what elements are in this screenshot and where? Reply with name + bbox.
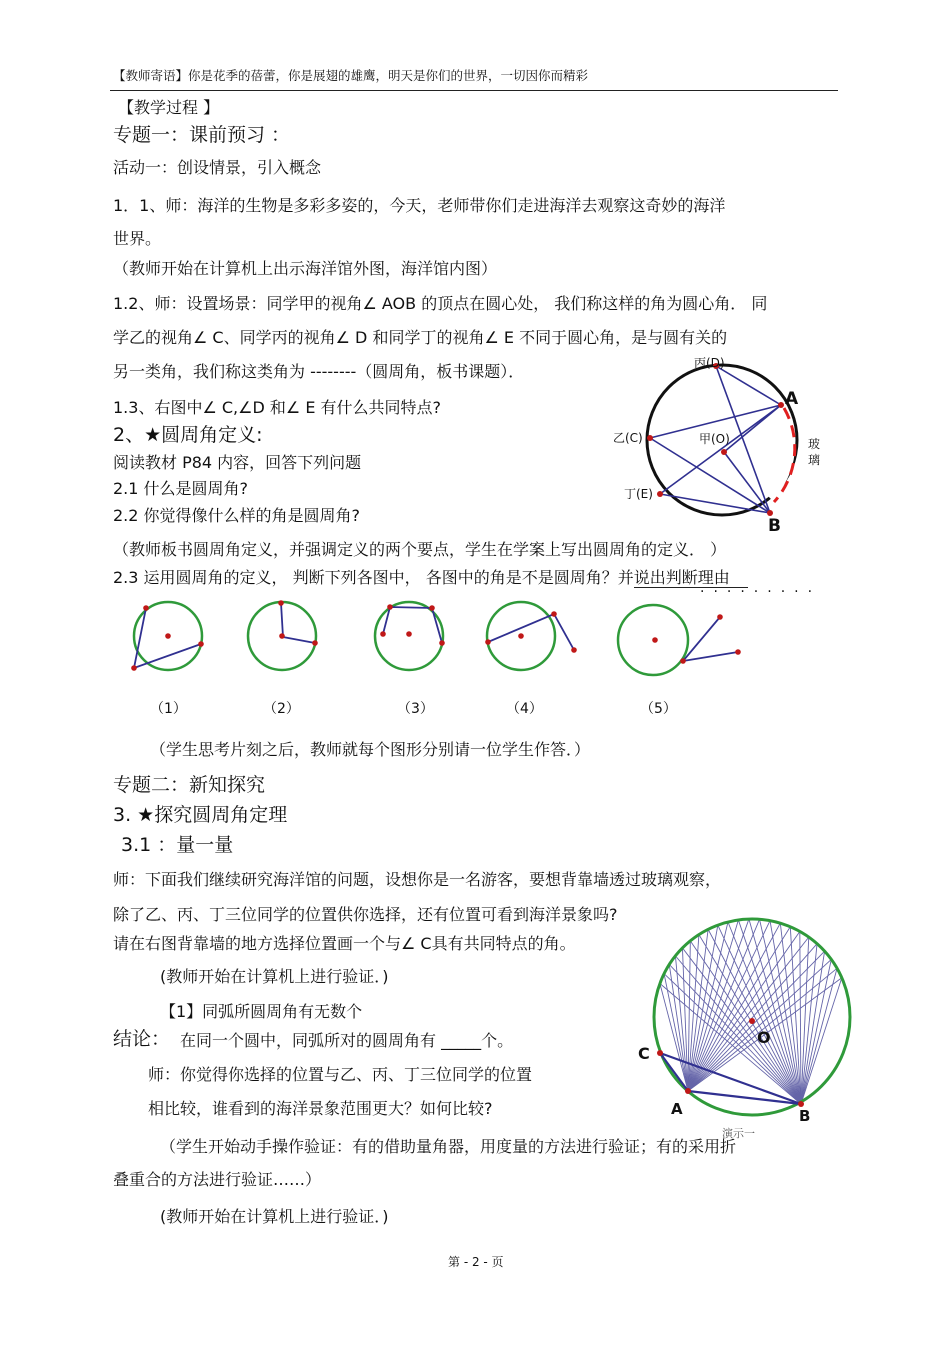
para-1-2b: 学乙的视角∠ C、同学丙的视角∠ D 和同学丁的视角∠ E 不同于圆心角，是与圆有关的 bbox=[113, 328, 728, 347]
fig-label-2: （2） bbox=[263, 701, 300, 717]
fig-label-4: （4） bbox=[506, 701, 543, 717]
fig-label-1: （1） bbox=[150, 701, 187, 717]
para-3a: 师：下面我们继续研究海洋馆的问题，设想你是一名游客，要想背靠墙透过玻璃观察， bbox=[113, 870, 722, 889]
para-3d: (教师开始在计算机上进行验证．) bbox=[160, 967, 389, 986]
question-2-3: 2.3 运用圆周角的定义， 判断下列各图中， 各图中的角是不是圆周角？并说出判断理由 bbox=[113, 568, 748, 587]
para-1-2a: 1.2、师：设置场景：同学甲的视角∠ AOB 的顶点在圆心处， 我们称这样的角为圆心角． 同 bbox=[113, 294, 768, 313]
conclusion-label: 结论： bbox=[113, 1028, 171, 1050]
fig2-chord bbox=[688, 925, 718, 1091]
fig1-label-C: 乙(C) bbox=[613, 431, 643, 445]
fig2-caption: 演示一 bbox=[722, 1127, 755, 1140]
fig1-label-O: 甲(O) bbox=[699, 432, 730, 446]
topic1-heading: 专题一：课前预习 ： bbox=[113, 124, 291, 146]
para-3f: 师：你觉得你选择的位置与乙、丙、丁三位同学的位置 bbox=[148, 1065, 533, 1084]
activity1-heading: 活动一：创设情景，引入概念 bbox=[113, 158, 322, 177]
para-3j: (教师开始在计算机上进行验证．) bbox=[160, 1207, 389, 1226]
fig2-label-C: C bbox=[638, 1044, 650, 1063]
section2-heading: 2、★圆周角定义: bbox=[113, 424, 263, 446]
fig1-label-D: 丙(D) bbox=[694, 356, 725, 370]
page-header-motto: 【教师寄语】你是花季的蓓蕾，你是展翅的雄鹰，明天是你们的世界，一切因你而精彩 bbox=[113, 68, 589, 83]
section3-heading: 3. ★探究圆周角定理 bbox=[113, 804, 288, 826]
fig2-label-A: A bbox=[671, 1100, 683, 1118]
section3-1-heading: 3.1 ：量一量 bbox=[121, 834, 234, 856]
fig2-chord-lines bbox=[660, 919, 842, 1104]
section-title: 【教学过程 】 bbox=[118, 98, 220, 117]
para-3i: 叠重合的方法进行验证……） bbox=[113, 1170, 322, 1189]
fig2-label-B: B bbox=[799, 1107, 811, 1125]
reading-instruction: 阅读教材 P84 内容，回答下列问题 bbox=[113, 453, 362, 472]
fig2-chord bbox=[688, 921, 770, 1091]
fig1-label-B: B bbox=[768, 516, 781, 536]
fig2-chord bbox=[688, 923, 780, 1091]
note-definition: （教师板书圆周角定义，并强调定义的两个要点，学生在学案上写出圆周角的定义． ） bbox=[113, 540, 727, 559]
para-3e: 【1】同弧所圆周角有无数个 bbox=[160, 1002, 363, 1021]
para-1-3: 1.3、右图中∠ C,∠D 和∠ E 有什么共同特点? bbox=[113, 398, 442, 417]
para-1-1c: （教师开始在计算机上出示海洋馆外图，海洋馆内图） bbox=[113, 259, 498, 278]
fig-label-5: （5） bbox=[640, 701, 677, 717]
fig1-label-A: A bbox=[785, 389, 799, 409]
para-1-1b: 世界。 bbox=[113, 229, 162, 248]
para-1-2c: 另一类角，我们称这类角为 --------（圆周角，板书课题）． bbox=[113, 362, 525, 381]
question-2-2: 2.2 你觉得像什么样的角是圆周角? bbox=[113, 506, 361, 525]
fig1-label-E: 丁(E) bbox=[624, 487, 653, 501]
fig2-chord bbox=[708, 929, 801, 1104]
conclusion-text: 在同一个圆中，同弧所对的圆周角有 _____个。 bbox=[180, 1031, 514, 1050]
para-1-1a: 1．1、师：海洋的生物是多彩多姿的，今天，老师带你们走进海洋去观察这奇妙的海洋 bbox=[113, 196, 726, 215]
emphasis-dots: ········· bbox=[700, 584, 822, 600]
para-3h: （学生开始动手操作验证：有的借助量角器，用度量的方法进行验证；有的采用折 bbox=[160, 1137, 737, 1156]
fig-label-3: （3） bbox=[397, 701, 434, 717]
fig2-chord bbox=[675, 956, 688, 1091]
topic2-heading: 专题二：新知探究 bbox=[113, 774, 266, 796]
question-2-1: 2.1 什么是圆周角? bbox=[113, 479, 249, 498]
fig2-label-O: O bbox=[757, 1028, 771, 1047]
note-students-answer: （学生思考片刻之后，教师就每个图形分别请一位学生作答．） bbox=[150, 740, 591, 759]
emphasis-reason: 说出判断理由 bbox=[634, 568, 748, 588]
para-3b: 除了乙、丙、丁三位同学的位置供你选择，还有位置可看到海洋景象吗? bbox=[113, 905, 618, 924]
para-3g: 相比较，谁看到的海洋景象范围更大？如何比较? bbox=[148, 1099, 493, 1118]
page-footer: 第 - 2 - 页 bbox=[448, 1255, 504, 1269]
para-3c: 请在右图背靠墙的地方选择位置画一个与∠ C具有共同特点的角。 bbox=[113, 934, 576, 953]
fig2-chord bbox=[800, 931, 801, 1104]
fig1-label-glass: 玻璃 bbox=[808, 437, 821, 467]
